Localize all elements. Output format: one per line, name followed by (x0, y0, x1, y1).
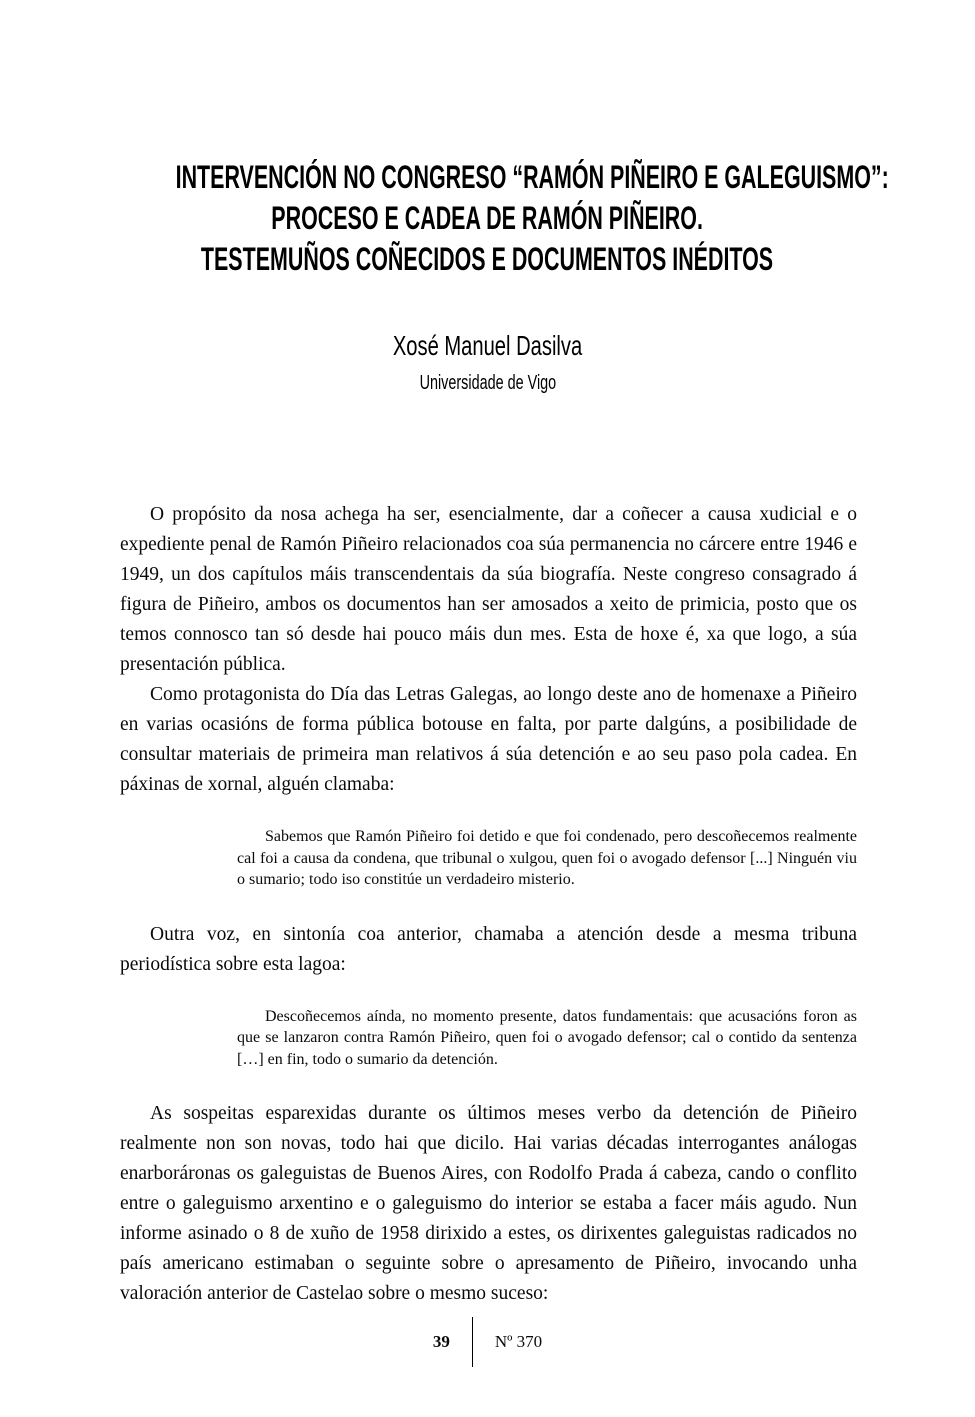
page-number: 39 (432, 1332, 450, 1351)
article-title (0, 157, 975, 280)
issue-number: Nº 370 (494, 1332, 543, 1351)
article-title-line-1-text: INTERVENCIÓN NO CONGRESO “RAMÓN PIÑEIRO E GALEGUISMO”: (175, 159, 889, 196)
paragraph-2: Como protagonista do Día das Letras Galegas, ao longo deste ano de homenaxe a Piñeiro en varias ocasións de forma pública botouse en falta, por parte dalgúns, a posibilidade de consultar materiais de primeira man relativos á súa detención e ao seu paso pola cadea. En páxinas de xornal, alguén clamaba: (120, 684, 857, 795)
article-title-line-3 (0, 239, 975, 280)
author-name-text: Xosé Manuel Dasilva (392, 330, 583, 361)
author-block (0, 330, 975, 395)
block-quote-1: Sabemos que Ramón Piñeiro foi detido e que foi condenado, pero descoñecemos realmente cal foi a causa da condena, que tribunal o xulgou, quen foi o avogado defensor [...] Ninguén viu o sumario; todo iso constitúe un verdadeiro misterio. (237, 828, 857, 888)
footer-divider (472, 1317, 473, 1367)
article-title-line-3-text: TESTEMUÑOS COÑECIDOS E DOCUMENTOS INÉDITOS (201, 241, 774, 278)
article-title-line-2-text: PROCESO E CADEA DE RAMÓN PIÑEIRO. (271, 200, 704, 237)
author-name (0, 330, 975, 362)
author-affiliation (0, 371, 975, 395)
article-title-line-1 (0, 157, 975, 198)
paragraph-4: As sospeitas esparexidas durante os últimos meses verbo da detención de Piñeiro realmente non son novas, todo hai que dicilo. Hai varias décadas interrogantes análogas enarboráronas os galeguistas de Buenos Aires, con Rodolfo Prada á cabeza, cando o conflito entre o galeguismo arxentino e o galeguismo do interior se estaba a facer máis agudo. Nun informe asinado o 8 de xuño de 1958 dirixido a estes, os dirixentes galeguistas radicados no país americano estimaban o seguinte sobre o apresamento de Piñeiro, invocando unha valoración anterior de Castelao sobre o mesmo suceso: (120, 1103, 857, 1304)
article-body (120, 500, 857, 1309)
author-affiliation-text: Universidade de Vigo (419, 372, 556, 394)
article-title-line-2 (0, 198, 975, 239)
block-quote-2: Descoñecemos aínda, no momento presente, datos fundamentais: que acusacións foron as que se lanzaron contra Ramón Piñeiro, quen foi o avogado defensor; cal o contido da sentenza […] en fin, todo o sumario da detención. (237, 1007, 857, 1068)
paragraph-3: Outra voz, en sintonía coa anterior, chamaba a atención desde a mesma tribuna periodística sobre esta lagoa: (120, 923, 857, 975)
page-footer (0, 1316, 975, 1368)
paragraph-1: O propósito da nosa achega ha ser, esencialmente, dar a coñecer a causa xudicial e o expediente penal de Ramón Piñeiro relacionados coa súa permanencia no cárcere entre 1946 e 1949, un dos capítulos máis transcendentais da súa biografía. Neste congreso consagrado á figura de Piñeiro, ambos os documentos han ser amosados a xeito de primicia, posto que os temos connosco tan só desde hai pouco máis dun mes. Esta de hoxe é, xa que logo, a súa presentación pública. (120, 504, 857, 675)
